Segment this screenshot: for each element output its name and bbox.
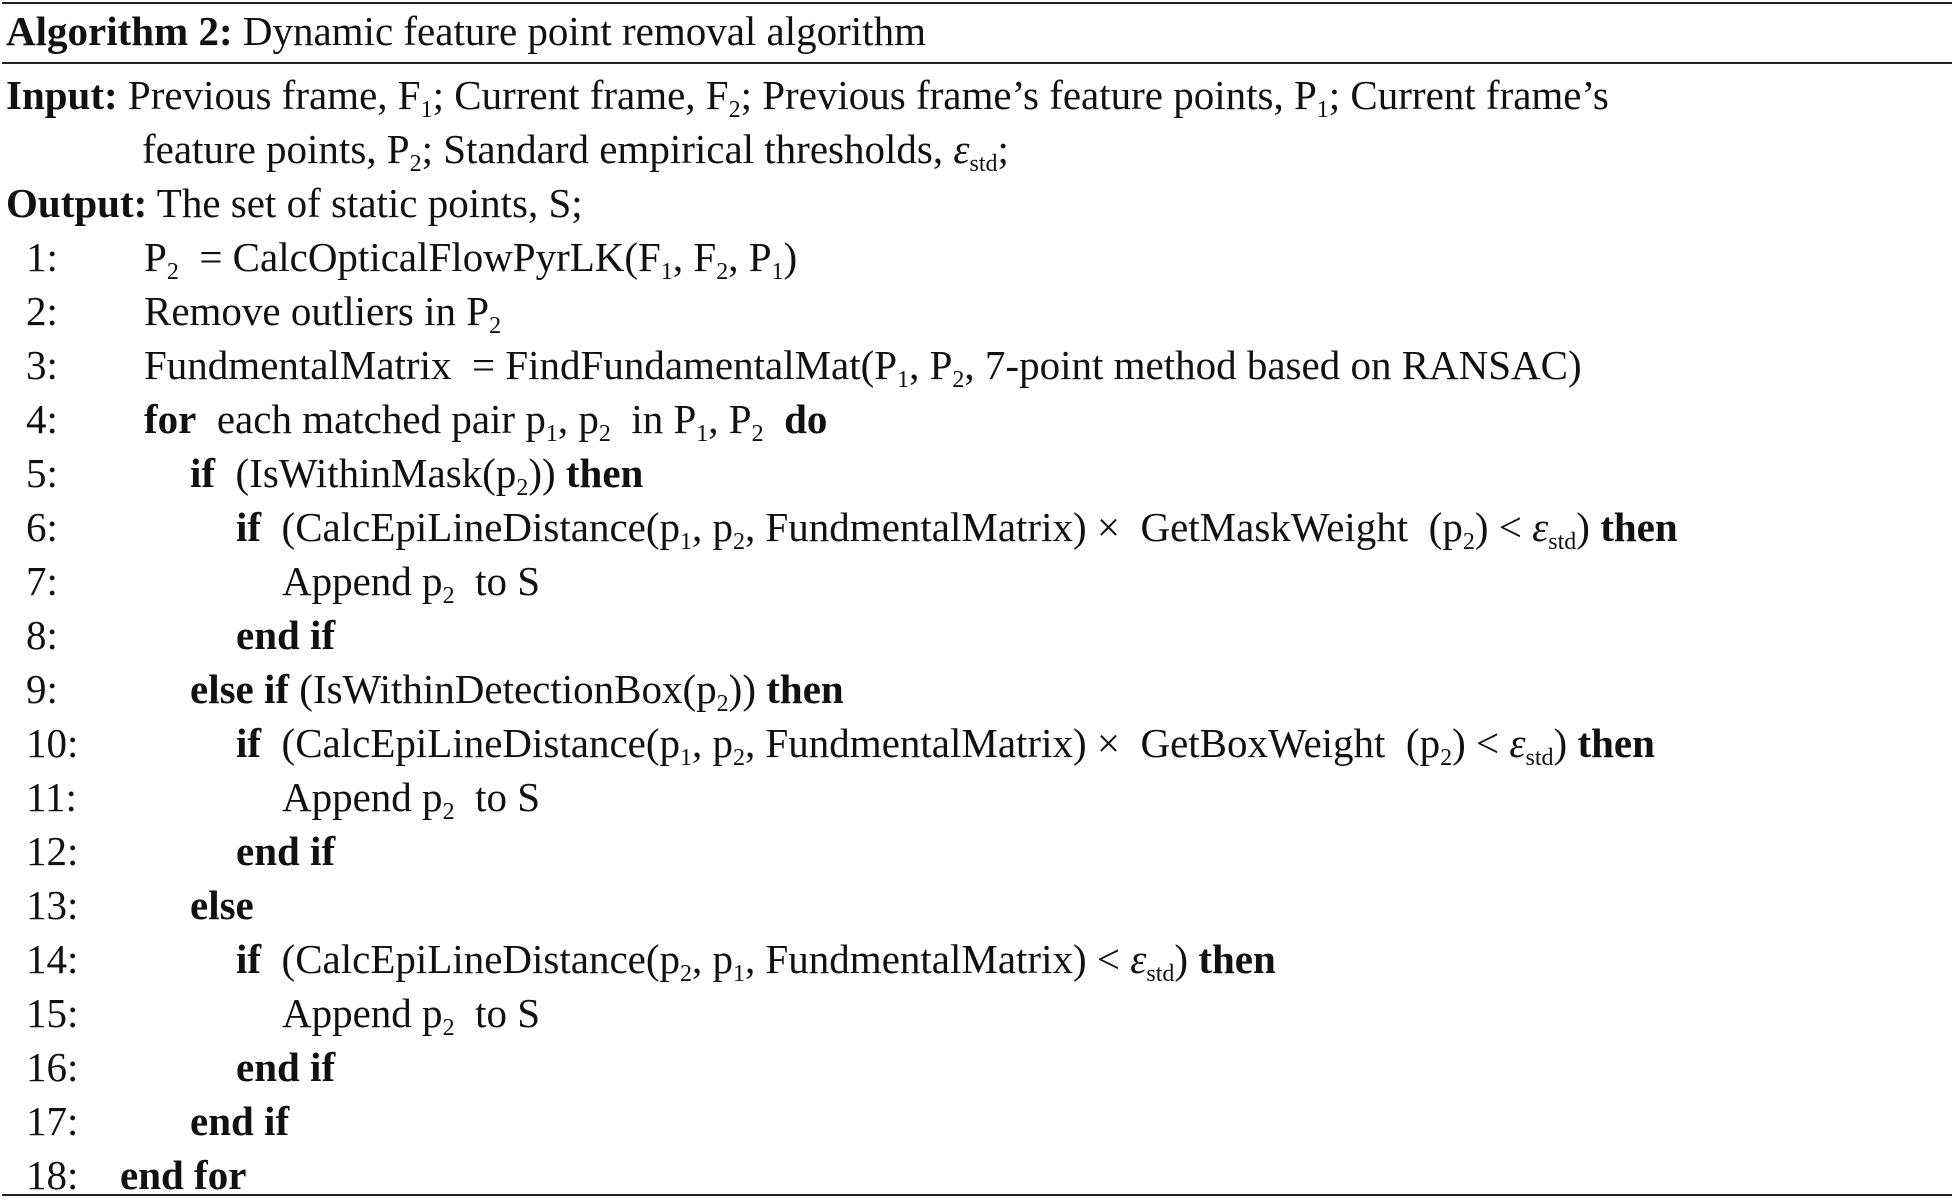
input-text-1: Previous frame, $F_1$; Current frame, $F_2$; Previous frame’s feature points, $P_1$; Current frame’s xyxy=(127,72,1609,123)
step-line xyxy=(2,1040,1952,1094)
line-code: $P_2$ = $CalcOpticalFlowPyrLK(F_1$, $F_2$, $P_1$) xyxy=(144,234,798,285)
line-number: 13: xyxy=(26,882,79,928)
line-number: 1: xyxy=(26,234,58,280)
line-number: 18: xyxy=(26,1152,79,1198)
line-number: 9: xyxy=(26,666,58,712)
line-number: 10: xyxy=(26,720,79,766)
line-number: 6: xyxy=(26,504,58,550)
step-line xyxy=(2,500,1952,554)
line-code: end if xyxy=(236,828,336,874)
line-code: for each matched pair $p_1$, $p_2$ in $P_1$, $P_2$ do xyxy=(144,396,828,447)
step-line xyxy=(2,932,1952,986)
line-number: 15: xyxy=(26,990,79,1036)
step-line xyxy=(2,446,1952,500)
line-code: else if $(IsWithinDetectionBox(p_2))$ then xyxy=(190,666,844,717)
line-code: end if xyxy=(236,612,336,658)
bottom-rule xyxy=(2,1194,1952,1196)
output-line xyxy=(6,176,583,230)
step-line xyxy=(2,716,1952,770)
step-line xyxy=(2,1094,1952,1148)
caption-title: Dynamic feature point removal algorithm xyxy=(242,8,926,54)
line-number: 4: xyxy=(26,396,58,442)
line-number: 11: xyxy=(26,774,77,820)
step-line xyxy=(2,284,1952,338)
line-code: Append $p_2$ to S xyxy=(282,774,541,825)
line-code: Remove outliers in $P_2$ xyxy=(144,288,502,339)
step-line xyxy=(2,662,1952,716)
line-number: 12: xyxy=(26,828,79,874)
line-number: 7: xyxy=(26,558,58,604)
input-line-1 xyxy=(6,68,1609,122)
input-label: Input: xyxy=(6,72,118,118)
line-code: Append $p_2$ to S xyxy=(282,990,541,1041)
step-line xyxy=(2,986,1952,1040)
line-code: if ($CalcEpiLineDistance(p_1$, $p_2$, FundmentalMatrix) × GetBoxWeight $(p_2) < \varepsilon_{std}$) then xyxy=(236,720,1655,771)
caption-rule xyxy=(2,62,1952,64)
line-number: 3: xyxy=(26,342,58,388)
line-code: if $(IsWithinMask(p_2))$ then xyxy=(190,450,644,501)
line-number: 14: xyxy=(26,936,79,982)
line-code: end for xyxy=(120,1152,247,1198)
line-code: Append $p_2$ to S xyxy=(282,558,541,609)
output-text: The set of static points, S; xyxy=(156,180,583,226)
output-label: Output: xyxy=(6,180,148,226)
line-code: if ($CalcEpiLineDistance(p_2$, $p_1$, FundmentalMatrix) < $\varepsilon_{std}$) then xyxy=(236,936,1276,987)
step-line xyxy=(2,608,1952,662)
step-line xyxy=(2,878,1952,932)
line-code: end if xyxy=(190,1098,290,1144)
line-code: FundmentalMatrix = $FindFundamentalMat(P_1$, $P_2$, 7-point method based on RANSAC) xyxy=(144,342,1582,393)
line-code: if ($CalcEpiLineDistance(p_1$, $p_2$, FundmentalMatrix) × GetMaskWeight $(p_2) < \varepsilon_{std}$) then xyxy=(236,504,1678,555)
step-line xyxy=(2,230,1952,284)
line-number: 2: xyxy=(26,288,58,334)
step-line xyxy=(2,554,1952,608)
line-number: 8: xyxy=(26,612,58,658)
algorithm-steps xyxy=(2,230,1952,1202)
caption-label: Algorithm 2: xyxy=(6,8,233,54)
line-code: else xyxy=(190,882,254,928)
step-line xyxy=(2,770,1952,824)
step-line xyxy=(2,392,1952,446)
algorithm-caption xyxy=(6,4,926,58)
line-number: 17: xyxy=(26,1098,79,1144)
line-number: 16: xyxy=(26,1044,79,1090)
input-text-2: feature points, $P_2$; Standard empirical thresholds, $\varepsilon_{std}$; xyxy=(142,126,1009,177)
input-line-2 xyxy=(142,122,1009,176)
line-code: end if xyxy=(236,1044,336,1090)
step-line xyxy=(2,338,1952,392)
step-line xyxy=(2,824,1952,878)
line-number: 5: xyxy=(26,450,58,496)
